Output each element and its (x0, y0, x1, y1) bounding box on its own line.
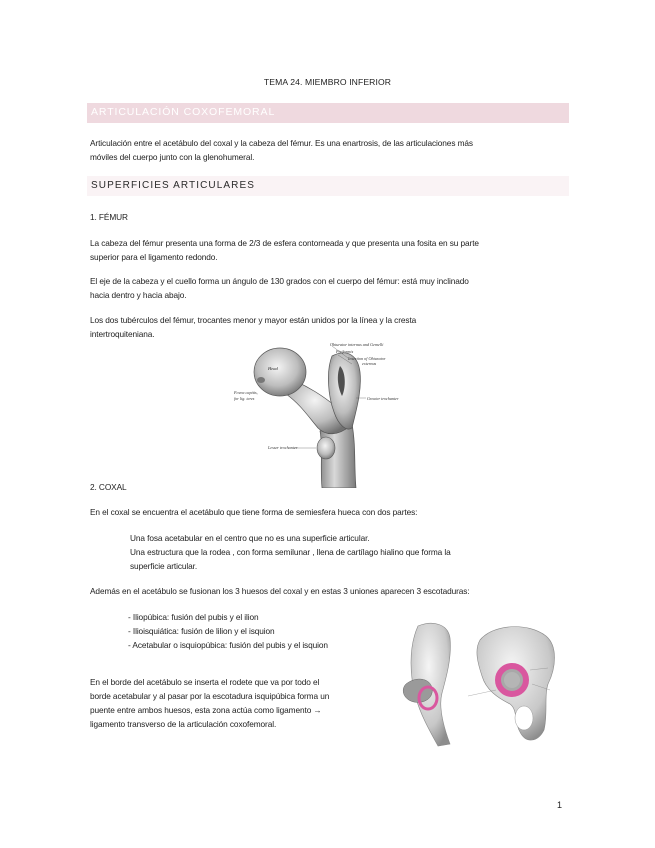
label-insertion: Insertion of Obturator (348, 356, 386, 361)
part-item: superficie articular. (130, 561, 198, 571)
coxal-intro: En el coxal se encuentra el acetábulo que tiene forma de semiesfera hueca con dos partes: (90, 507, 418, 517)
notch-item: - Acetabular o isquiopúbica: fusión del pubis y el isquion (128, 640, 328, 650)
femoral-head (254, 348, 306, 396)
label-fovea-1: Fovea capitis, (234, 390, 258, 395)
femur-illustration (228, 336, 428, 488)
page-number: 1 (557, 800, 563, 810)
label-lesser-trochanter: Lesser trochanter (268, 445, 298, 450)
paragraph-line: puente entre ambos huesos, esta zona actúa como ligamento → (90, 705, 322, 715)
label-externus: externus (362, 361, 377, 366)
paragraph-line: superior para el ligamento redondo. (90, 252, 218, 262)
hip-bone-illustration (398, 618, 570, 748)
subsection-header (87, 176, 569, 196)
label-piriformis: Piriformis (336, 349, 354, 354)
lesser-trochanter (317, 437, 335, 459)
label-greater-trochanter: Greater trochanter (367, 396, 399, 401)
paragraph-line: Los dos tubérculos del fémur, trocantes menor y mayor están unidos por la línea y la cresta (90, 315, 417, 325)
femur-paragraph-2 (90, 274, 469, 302)
notch-item: - Iliopúbica: fusión del pubis y el ilion (128, 612, 259, 622)
intro-paragraph (90, 136, 473, 164)
notch-item: - Ilioisquiática: fusión de lilion y el isquion (128, 626, 275, 636)
label-fovea-2: for lig. teres (234, 396, 255, 401)
notch-list (128, 610, 328, 652)
obturator-foramen (515, 706, 533, 730)
document-title: TEMA 24. MIEMBRO INFERIOR (263, 77, 392, 87)
paragraph-line: En el borde del acetábulo se inserta el rodete que va por todo el (90, 677, 320, 687)
section-title: ARTICULACIÓN COXOFEMORAL (91, 106, 276, 118)
subsection-title: SUPERFICIES ARTICULARES (91, 180, 256, 191)
part-item: Una estructura que la rodea , con forma semilunar , llena de cartílago hialino que forma la (130, 547, 451, 557)
acetabulum-parts (130, 531, 451, 573)
fusion-intro: Además en el acetábulo se fusionan los 3 huesos del coxal y en estas 3 uniones aparecen 3 escotaduras: (90, 586, 470, 596)
paragraph-line: intertroquiteniana. (90, 329, 155, 339)
intro-line: móviles del cuerpo junto con la glenohumeral. (90, 152, 255, 162)
fovea-capitis (257, 377, 265, 383)
paragraph-line: ligamento transverso de la articulación coxofemoral. (90, 719, 277, 729)
paragraph-line: borde acetabular y al pasar por la escotadura isquipúbica forma un (90, 691, 330, 701)
coxal-heading: 2. COXAL (90, 482, 127, 492)
intro-line: Articulación entre el acetábulo del coxal y la cabeza del fémur. Es una enartrosis, de las articulaciones más (90, 138, 473, 148)
label-obturator: Obturator internus and Gemelli (330, 342, 384, 347)
paragraph-line: El eje de la cabeza y el cuello forma un ángulo de 130 grados con el cuerpo del fémur: está muy inclinado (90, 276, 469, 286)
label-head: Head (268, 366, 278, 371)
section-header (87, 103, 569, 123)
part-item: Una fosa acetabular en el centro que no es una superficie articular. (130, 533, 370, 543)
paragraph-line: La cabeza del fémur presenta una forma de 2/3 de esfera contorneada y que presenta una fosita en su parte (90, 238, 479, 248)
paragraph-line: hacia dentro y hacia abajo. (90, 290, 187, 300)
rim-paragraph (90, 675, 329, 731)
femur-heading: 1. FÉMUR (90, 212, 128, 222)
femur-paragraph-1 (90, 236, 479, 264)
